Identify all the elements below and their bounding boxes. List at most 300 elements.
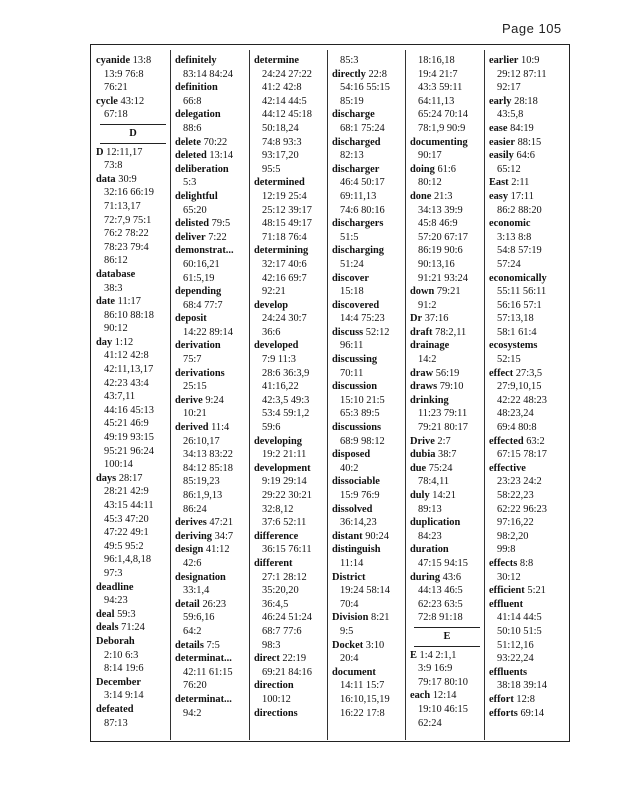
- index-term: draft: [410, 326, 433, 338]
- page-refs: 43:7,11: [104, 391, 136, 403]
- index-term: defeated: [96, 703, 134, 715]
- page-refs: 8:8: [519, 557, 534, 569]
- index-entry: [96, 621, 170, 635]
- index-entry: [175, 163, 249, 177]
- page-refs: 13:8: [132, 55, 152, 66]
- page-refs: 79:5: [211, 218, 231, 230]
- page-refs: 27:3,5: [515, 367, 543, 379]
- index-entry: [254, 707, 328, 721]
- column-divider: [249, 50, 250, 740]
- page-refs: 2:11: [511, 177, 530, 189]
- index-term: duly: [410, 490, 430, 501]
- page-refs: 11:14: [340, 557, 364, 569]
- page-refs: 12:8: [516, 693, 535, 705]
- page-refs: 25:12 39:17: [262, 204, 312, 216]
- index-term: direction: [254, 680, 294, 692]
- index-term: down: [410, 286, 435, 298]
- page-refs: 85:19: [340, 95, 364, 107]
- index-entry: [410, 571, 484, 585]
- page-refs: 76:20: [183, 680, 207, 692]
- page-refs: 42:3,5 49:3: [262, 394, 310, 406]
- index-term: effects: [489, 557, 518, 569]
- page-refs: 57:13,18: [497, 313, 534, 325]
- page-refs: 93:17,20: [262, 150, 299, 162]
- index-entry: [96, 608, 170, 622]
- page-refs: 44:13 46:5: [418, 585, 463, 597]
- page-refs: 43:6: [442, 571, 462, 583]
- index-entry: [410, 163, 484, 177]
- index-entry: [489, 190, 563, 204]
- index-term: derivation: [175, 340, 221, 352]
- page-refs: 53:4 59:1,2: [262, 408, 310, 420]
- page-refs: 14:22 89:14: [183, 326, 233, 338]
- page-refs: 42:22 48:23: [497, 394, 547, 406]
- page-refs: 86:2 88:20: [497, 204, 542, 216]
- page-refs: 30:9: [118, 173, 137, 185]
- index-term: detail: [175, 598, 200, 610]
- index-term: effluents: [489, 666, 528, 678]
- page-refs: 79:17 80:10: [418, 676, 468, 688]
- page-refs: 99:8: [497, 544, 516, 556]
- index-entry: [96, 95, 170, 109]
- page-refs: 76:2 78:22: [104, 228, 149, 240]
- index-term: doing: [410, 163, 435, 175]
- index-entry: [410, 489, 484, 503]
- page-refs: 35:20,20: [262, 585, 299, 597]
- index-term: date: [96, 296, 116, 308]
- index-term: definition: [175, 82, 218, 94]
- page-refs: 10:9: [521, 55, 540, 66]
- page-refs: 58:1 61:4: [497, 326, 537, 338]
- page-refs: 76:21: [104, 82, 128, 94]
- page-refs: 86:19 90:6: [418, 245, 463, 257]
- index-term: deriving: [175, 530, 212, 542]
- page-refs: 13:9 76:8: [104, 68, 144, 80]
- section-letter: [96, 124, 170, 144]
- page-refs: 14:2: [418, 354, 437, 366]
- page-refs: 43:3 59:11: [418, 82, 463, 94]
- index-column-5: [410, 54, 484, 730]
- index-term: ecosystems: [489, 340, 538, 352]
- index-term: economically: [489, 272, 547, 284]
- page-refs: 92:21: [262, 286, 286, 298]
- page-refs: 90:24: [365, 530, 389, 542]
- index-entry: [489, 272, 563, 286]
- page-refs: 3:13 8:8: [497, 231, 532, 243]
- index-entry: [96, 146, 170, 160]
- index-entry: [175, 394, 249, 408]
- page-number: Page 105: [502, 21, 562, 36]
- page-refs: 85:3: [340, 55, 359, 66]
- page-refs: 12:11,17: [106, 146, 143, 158]
- page-refs: 80:12: [418, 177, 442, 189]
- page-refs: 5:3: [183, 177, 197, 189]
- index-term: deadline: [96, 581, 134, 593]
- page-refs: 40:2: [340, 462, 359, 474]
- index-term: economic: [489, 218, 531, 230]
- index-entry: [175, 571, 249, 585]
- page-refs: 95:5: [262, 163, 281, 175]
- index-entry: [332, 299, 406, 313]
- index-term: distant: [332, 530, 363, 542]
- page-refs: 54:16 55:15: [340, 82, 390, 94]
- page-refs: 86:12: [104, 255, 128, 267]
- page-refs: 71:13,17: [104, 200, 141, 212]
- index-term: deleted: [175, 150, 207, 162]
- page-refs: 74:8 93:3: [262, 136, 302, 148]
- index-term: due: [410, 462, 427, 474]
- page-refs: 19:24 58:14: [340, 585, 390, 597]
- index-entry: [489, 339, 563, 353]
- page-refs: 38:3: [104, 282, 123, 294]
- page-refs: 100:14: [104, 459, 133, 471]
- page-refs: 42:23 43:4: [104, 377, 149, 389]
- page-refs: 19:2 21:11: [262, 449, 307, 461]
- page-refs: 2:7: [437, 435, 451, 447]
- index-term: dischargers: [332, 218, 384, 230]
- page-refs: 86:1,9,13: [183, 490, 223, 501]
- index-term: derivations: [175, 367, 225, 379]
- page-refs: 19:4 21:7: [418, 68, 458, 80]
- page-refs: 79:10: [439, 381, 464, 393]
- page-refs: 90:13,16: [418, 258, 455, 270]
- page-refs: 84:19: [510, 122, 534, 134]
- index-term: distinguish: [332, 544, 381, 556]
- page-refs: 78:4,11: [418, 476, 450, 488]
- page-refs: 27:9,10,15: [497, 381, 542, 393]
- section-rule: [414, 627, 480, 628]
- index-term: Deborah: [96, 635, 135, 647]
- index-entry: [96, 472, 170, 486]
- page-refs: 28:17: [118, 472, 143, 484]
- index-entry: [332, 163, 406, 177]
- index-term: early: [489, 95, 512, 107]
- page-refs: 11:4: [211, 422, 230, 434]
- index-entry: [332, 326, 406, 340]
- index-term: derives: [175, 517, 207, 529]
- index-entry: [489, 217, 563, 231]
- index-term: ease: [489, 122, 508, 134]
- index-term: easy: [489, 190, 509, 202]
- index-entry: [332, 639, 406, 653]
- page-refs: 33:1,4: [183, 585, 210, 597]
- index-entry: [410, 312, 484, 326]
- page-refs: 62:23 63:5: [418, 598, 463, 610]
- page-refs: 68:1 75:24: [340, 122, 385, 134]
- section-rule: [100, 143, 166, 144]
- index-term: East: [489, 177, 509, 189]
- index-entry: [175, 244, 249, 258]
- page-refs: 15:9 76:9: [340, 490, 380, 501]
- page-refs: 62:22 96:23: [497, 503, 547, 515]
- page-refs: 65:12: [497, 163, 521, 175]
- index-term: discharge: [332, 109, 375, 121]
- index-term: draws: [410, 381, 438, 393]
- index-entry: [489, 95, 563, 109]
- index-term: efficient: [489, 585, 525, 597]
- page-refs: 62:24: [418, 717, 442, 729]
- page-refs: 42:6: [183, 557, 202, 569]
- index-term: documenting: [410, 136, 468, 148]
- index-term: deals: [96, 622, 119, 634]
- page-refs: 86:10 88:18: [104, 309, 154, 321]
- page-refs: 29:12 87:11: [497, 68, 547, 80]
- index-term: discover: [332, 272, 369, 284]
- page-refs: 28:18: [514, 95, 538, 107]
- index-term: effected: [489, 435, 524, 447]
- page-refs: 65:3 89:5: [340, 408, 380, 420]
- page-refs: 69:14: [520, 707, 545, 719]
- index-column-2: [175, 54, 249, 720]
- page-refs: 9:19 29:14: [262, 476, 307, 488]
- page-refs: 61:6: [437, 163, 456, 175]
- page-refs: 12:14: [432, 690, 457, 702]
- page-refs: 28:6 36:3,9: [262, 367, 310, 379]
- page-refs: 65:24 70:14: [418, 109, 468, 121]
- page-refs: 3:9 16:9: [418, 663, 453, 675]
- index-term: discharging: [332, 245, 384, 257]
- page-refs: 71:18 76:4: [262, 231, 307, 243]
- page-refs: 91:21 93:24: [418, 272, 468, 284]
- page-refs: 54:8 57:19: [497, 245, 542, 257]
- index-entry: [489, 435, 563, 449]
- page-refs: 7:5: [206, 639, 220, 651]
- index-entry: [410, 367, 484, 381]
- page-refs: 1:4 2:1,1: [419, 649, 457, 661]
- index-entry: [254, 244, 328, 258]
- page-refs: 41:12: [205, 544, 230, 556]
- index-entry: [410, 326, 484, 340]
- section-rule: [100, 124, 166, 125]
- index-entry: [489, 149, 563, 163]
- index-entry: [332, 380, 406, 394]
- index-term: District: [332, 571, 366, 583]
- index-entry: [96, 268, 170, 282]
- page-refs: 45:21 46:9: [104, 418, 149, 430]
- index-term: dissociable: [332, 476, 380, 488]
- index-entry: [332, 217, 406, 231]
- index-term: discharged: [332, 136, 381, 148]
- section-letter-text: E: [443, 630, 451, 642]
- page-refs: 46:4 50:17: [340, 177, 385, 189]
- index-term: deposit: [175, 313, 207, 325]
- index-entry: [175, 530, 249, 544]
- page-refs: 3:10: [365, 639, 385, 651]
- page-refs: 29:22 30:21: [262, 490, 312, 501]
- page-refs: 25:15: [183, 381, 207, 393]
- page-refs: 96:1,4,8,18: [104, 554, 152, 566]
- page-refs: 72:7,9 75:1: [104, 214, 152, 226]
- index-entry: [410, 689, 484, 703]
- index-term: deliberation: [175, 163, 229, 175]
- index-entry: [96, 54, 170, 68]
- page-refs: 38:7: [438, 449, 457, 461]
- index-term: determine: [254, 55, 300, 66]
- page-refs: 28:21 42:9: [104, 486, 149, 498]
- index-entry: [175, 367, 249, 381]
- page-refs: 78:23 79:4: [104, 241, 149, 253]
- index-entry: [96, 703, 170, 717]
- page-refs: 83:14 84:24: [183, 68, 233, 80]
- page-refs: 24:24 30:7: [262, 313, 307, 325]
- index-term: dubia: [410, 449, 436, 461]
- page-refs: 78:2,11: [435, 326, 467, 338]
- page-refs: 5:21: [527, 585, 546, 597]
- index-column-6: [489, 54, 563, 720]
- section-letter-text: D: [129, 127, 137, 139]
- page-refs: 67:18: [104, 109, 128, 121]
- page-refs: 70:11: [340, 367, 364, 379]
- index-entry: [175, 54, 249, 68]
- page-refs: 16:22 17:8: [340, 707, 385, 719]
- page-refs: 60:16,21: [183, 258, 220, 270]
- page-refs: 24:24 27:22: [262, 68, 312, 80]
- page-refs: 56:16 57:1: [497, 299, 542, 311]
- index-term: effective: [489, 462, 526, 474]
- index-entry: [410, 516, 484, 530]
- page-refs: 92:17: [497, 82, 521, 94]
- page-refs: 49:5 95:2: [104, 540, 144, 552]
- index-entry: [175, 693, 249, 707]
- page-refs: 23:23 24:2: [497, 476, 542, 488]
- index-term: determinat...: [175, 653, 232, 665]
- index-term: efforts: [489, 707, 518, 719]
- page-refs: 15:18: [340, 286, 364, 298]
- index-term: developing: [254, 435, 302, 447]
- index-entry: [489, 598, 563, 612]
- index-entry: [332, 448, 406, 462]
- index-term: direct: [254, 653, 280, 665]
- index-entry: [254, 339, 328, 353]
- index-term: database: [96, 268, 136, 280]
- page-refs: 69:11,13: [340, 190, 377, 202]
- index-term: discussions: [332, 422, 382, 434]
- page-refs: 68:4 77:7: [183, 299, 223, 311]
- index-entry: [489, 122, 563, 136]
- index-entry: [96, 336, 170, 350]
- page-refs: 65:20: [183, 204, 207, 216]
- page-refs: 87:13: [104, 717, 128, 729]
- page-refs: 43:5,8: [497, 109, 524, 121]
- page-refs: 17:11: [510, 190, 534, 202]
- column-divider: [484, 50, 485, 740]
- index-entry: [254, 679, 328, 693]
- page-refs: 41:12 42:8: [104, 350, 149, 362]
- index-term: discovered: [332, 299, 380, 311]
- page-refs: 22:8: [368, 68, 387, 80]
- index-column-3: [254, 54, 328, 720]
- page-refs: 45:3 47:20: [104, 513, 149, 525]
- index-entry: [254, 54, 328, 68]
- page-refs: 30:12: [497, 571, 521, 583]
- page-refs: 14:11 15:7: [340, 680, 385, 692]
- page-refs: 98:2,20: [497, 530, 529, 542]
- page-refs: 55:11 56:11: [497, 286, 547, 298]
- index-entry: [489, 367, 563, 381]
- index-entry: [254, 435, 328, 449]
- page-refs: 47:22 49:1: [104, 527, 149, 539]
- page-refs: 16:10,15,19: [340, 693, 390, 705]
- index-term: duplication: [410, 517, 461, 529]
- index-entry: [96, 581, 170, 595]
- index-term: delightful: [175, 190, 218, 202]
- index-term: effect: [489, 367, 514, 379]
- index-term: difference: [254, 530, 299, 542]
- page-refs: 74:6 80:16: [340, 204, 385, 216]
- page-refs: 50:18,24: [262, 122, 299, 134]
- index-term: cyanide: [96, 55, 131, 66]
- page-refs: 21:3: [433, 190, 453, 202]
- index-term: deliver: [175, 231, 206, 243]
- page-refs: 12:19 25:4: [262, 190, 307, 202]
- page-refs: 66:8: [183, 95, 202, 107]
- index-term: demonstrat...: [175, 245, 234, 257]
- index-entry: [175, 339, 249, 353]
- page-refs: 36:4,5: [262, 598, 289, 610]
- page-refs: 44:12 45:18: [262, 109, 312, 121]
- index-entry: [332, 108, 406, 122]
- index-term: duration: [410, 544, 449, 556]
- page-refs: 34:13 39:9: [418, 204, 463, 216]
- page-refs: 9:5: [340, 625, 354, 637]
- page-refs: 44:16 45:13: [104, 404, 154, 416]
- index-entry: [96, 676, 170, 690]
- index-term: discuss: [332, 326, 364, 338]
- page-refs: 82:13: [340, 150, 364, 162]
- section-letter: [410, 627, 484, 647]
- page-refs: 1:12: [114, 336, 134, 348]
- page-refs: 10:21: [183, 408, 207, 420]
- page-refs: 19:10 46:15: [418, 703, 468, 715]
- page-refs: 97:16,22: [497, 517, 534, 529]
- page-refs: 11:23 79:11: [418, 408, 468, 420]
- page-refs: 7:22: [208, 231, 227, 243]
- index-entry: [332, 136, 406, 150]
- page-refs: 43:12: [120, 95, 145, 107]
- index-entry: [332, 353, 406, 367]
- index-entry: [410, 190, 484, 204]
- index-term: disposed: [332, 449, 371, 461]
- index-term: D: [96, 146, 104, 158]
- page-refs: 34:13 83:22: [183, 449, 233, 461]
- index-entry: [410, 448, 484, 462]
- index-term: determined: [254, 177, 305, 189]
- page-refs: 41:2 42:8: [262, 82, 302, 94]
- index-entry: [489, 176, 563, 190]
- index-term: during: [410, 571, 441, 583]
- index-entry: [332, 666, 406, 680]
- index-entry: [96, 635, 170, 649]
- page-refs: 51:5: [340, 231, 359, 243]
- page-refs: 48:23,24: [497, 408, 534, 420]
- index-entry: [175, 136, 249, 150]
- index-term: document: [332, 666, 376, 678]
- index-term: Dr: [410, 313, 423, 325]
- page-refs: 32:17 40:6: [262, 258, 307, 270]
- index-term: develop: [254, 299, 289, 311]
- index-entry: [332, 543, 406, 557]
- page-refs: 42:11,13,17: [104, 364, 154, 376]
- index-term: December: [96, 676, 141, 688]
- index-term: derive: [175, 394, 203, 406]
- index-entry: [175, 81, 249, 95]
- index-entry: [489, 462, 563, 476]
- page-refs: 89:13: [418, 503, 442, 515]
- page-refs: 32:8,12: [262, 503, 294, 515]
- index-entry: [410, 339, 484, 353]
- index-entry: [175, 217, 249, 231]
- page-refs: 88:15: [517, 136, 542, 148]
